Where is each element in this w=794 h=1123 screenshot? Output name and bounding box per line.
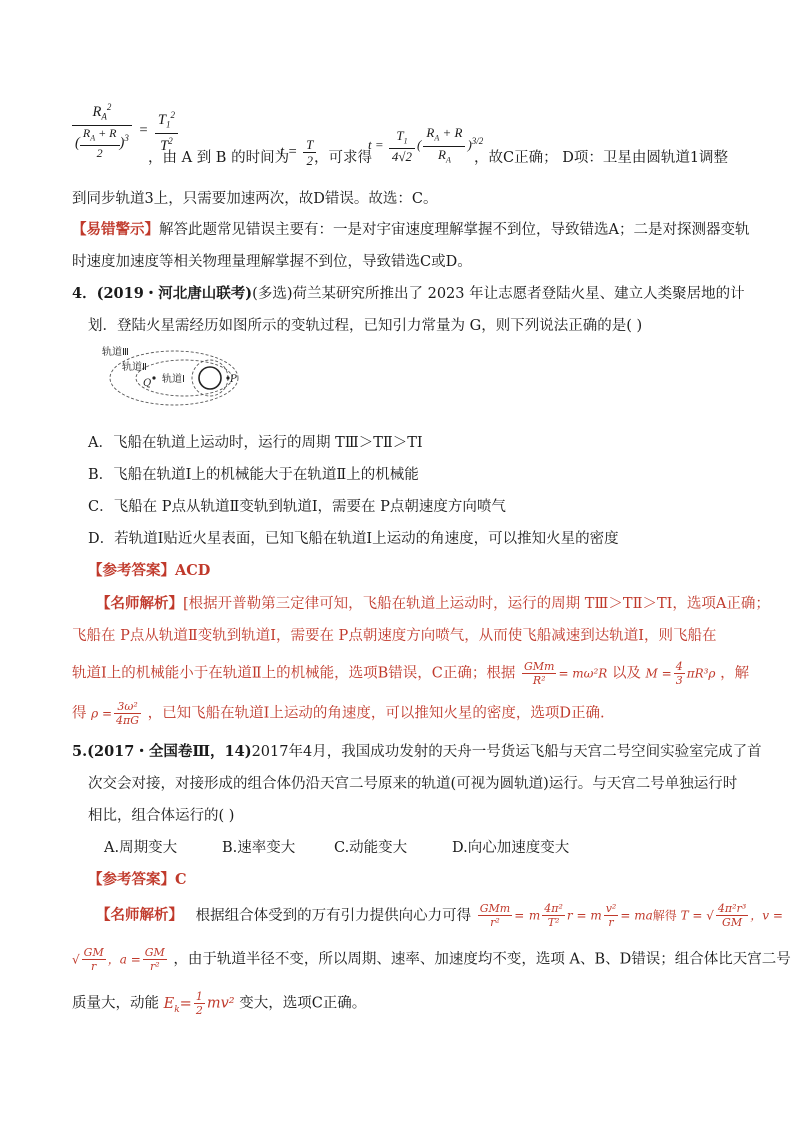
q5-line-3: 相比，组合体运行的( )	[88, 808, 235, 824]
top-line-1	[148, 146, 289, 167]
q5-analysis-tag: 【名师解析】	[96, 906, 183, 924]
q4-analysis-text-3a: 轨道Ⅰ上的机械能小于在轨道Ⅱ上的机械能，选项B错误，C正确；根据	[72, 665, 516, 682]
q4-analysis-text-1: [根据开普勒第三定律可知，飞船在轨道上运动时，运行的周期 TⅢ＞TⅡ＞TⅠ，选项A正确；	[183, 596, 770, 612]
q4-analysis-line-3: 轨道Ⅰ上的机械能小于在轨道Ⅱ上的机械能，选项B错误，C正确；根据 GMm R² = mω²R 以及 M = $\frac{4}{3}$ πR³ρ ，解	[72, 660, 750, 687]
q5-option-a: A.周期变大	[104, 840, 178, 856]
q4-density-formula: $\frac{\text{3ω²}}{4\pi G}$	[116, 700, 140, 727]
top-formula: $R_A^2$ ( $\frac{R_A + R}{2}$ )$^3$ = $\frac{T_1^2}{T^2}$	[70, 100, 180, 161]
q4-line-1	[72, 282, 745, 303]
q4-answer-tag: 【参考答案】	[88, 562, 175, 579]
label-orbit-2: 轨道Ⅱ	[122, 362, 147, 373]
t-result-formula: t = $\frac{T_1}{4√2}$ ( $\frac{R_A + R}{R_A}$ )$^{3/2}$	[368, 125, 484, 165]
q5-v-fraction: $\frac{GM}{r}$	[83, 946, 104, 973]
q4-analysis-line-1	[96, 592, 770, 613]
q5-t-fraction: $\frac{\text{4π²r³}}{GM}$	[717, 902, 747, 929]
q5-option-b: B.速率变大	[222, 840, 296, 856]
ratio-fraction: $R_A^2$ ( $\frac{R_A + R}{2}$ )$^3$	[72, 100, 132, 161]
q5-option-d: D.向心加速度变大	[452, 840, 570, 856]
q4-line-2: 划．登陆火星需经历如图所示的变轨过程，已知引力常量为 G，则下列说法正确的是( )	[88, 318, 643, 334]
q5-period-fraction: $\frac{\text{4π²}}{\text{T²}}$	[544, 902, 563, 929]
q4-analysis-line-2: 飞船在 P点从轨道Ⅱ变轨到轨道Ⅰ，需要在 P点朝速度方向喷气，从而使飞船减速到达轨道Ⅰ，则飞船在	[72, 628, 717, 644]
q4-option-b: B．飞船在轨道Ⅰ上的机械能大于在轨道Ⅱ上的机械能	[88, 467, 419, 483]
warning-line-1	[72, 218, 749, 239]
q4-answer: ACD	[175, 562, 211, 579]
q4-text-1: (多选)荷兰某研究所推出了 2023 年让志愿者登陆火星、建立人类聚居地的计	[252, 286, 745, 302]
q5-line-1	[72, 740, 762, 761]
can-get-text: ，可求得	[314, 150, 372, 166]
q5-source: (2017・全国卷Ⅲ，14)	[87, 743, 252, 760]
q5-number: 5.	[72, 743, 88, 760]
point-q-dot	[152, 376, 155, 379]
q4-analysis-text-3c: 以及	[611, 665, 641, 682]
q4-mass-formula: $\frac{4}{3}$	[675, 660, 683, 687]
q4-analysis-tag: 【名师解析】	[96, 595, 183, 612]
warning-tag: 【易错警示】	[72, 221, 159, 238]
q5-answer-line	[88, 868, 187, 889]
label-p: P	[230, 374, 237, 385]
q4-source: (2019・河北唐山联考)	[96, 285, 253, 302]
q4-number: 4．	[72, 285, 97, 302]
q5-line-2: 次交会对接，对接形成的组合体仍沿天宫二号原来的轨道(可视为圆轨道)运行。与天宫二号单独运行时	[88, 776, 738, 792]
label-orbit-1: 轨道Ⅰ	[162, 374, 185, 385]
q4-option-d: D．若轨道Ⅰ贴近火星表面，已知飞船在轨道Ⅰ上运动的角速度，可以推知火星的密度	[88, 531, 619, 547]
q5-analysis-text-2: ，由于轨道半径不变，所以周期、速率、加速度均不变，选项 A、B、D错误；组合体比天宫二号	[173, 951, 791, 968]
q5-kinetic-fraction: $\frac{1}{2}$	[195, 990, 203, 1017]
label-q: Q	[143, 378, 152, 389]
q4-answer-line	[88, 559, 210, 580]
q4-gravity-formula: GMm R²	[523, 660, 555, 687]
q4-option-a: A．飞船在轨道上运动时，运行的周期 TⅢ＞TⅡ＞TⅠ	[88, 435, 423, 451]
t-equals-half-period: t = $\frac{T}{2}$	[280, 137, 318, 168]
top-tail-text: ，故C正确； D项：卫星由圆轨道1调整	[474, 150, 729, 166]
q4-analysis-text-4a: 得	[72, 705, 87, 722]
orbit-diagram	[96, 344, 246, 406]
q4-option-c: C．飞船在 P点从轨道Ⅱ变轨到轨道Ⅰ，需要在 P点朝速度方向喷气	[88, 499, 506, 515]
q5-option-c: C.动能变大	[334, 840, 408, 856]
label-orbit-3: 轨道Ⅲ	[102, 347, 129, 358]
warning-text-1: 解答此题常见错误主要有：一是对宇宙速度理解掌握不到位，导致错选A；二是对探测器变轨	[159, 222, 750, 238]
top-line-2: 到同步轨道3上，只需要加速两次，故D错误。故选：C。	[72, 191, 438, 207]
q5-analysis-line-1: 【名师解析】 根据组合体受到的万有引力提供向心力可得 GMm r² = m $\frac{\text{4π²}}{\text{T²}}$ r = m $\frac{\text{v²}}{r}$ = ma解得 T = √ $\frac{\text{4π²r³}}{GM}$ ，v =	[96, 902, 783, 929]
q5-answer: C	[175, 871, 187, 888]
from-a-to-b-text: ，由 A 到 B 的时间为	[148, 150, 290, 166]
q5-analysis-line-2: √ $\frac{GM}{r}$ ，a = $\frac{GM}{\text{r²}}$ ，由于轨道半径不变，所以周期、速率、加速度均不变，选项 A、B、D错误；组合体比天宫二号	[72, 946, 791, 973]
period-fraction: $\frac{T_1^2}{T^2}$	[155, 108, 178, 154]
q4-analysis-text-4c: ，已知飞船在轨道Ⅰ上运动的角速度，可以推知火星的密度，选项D正确.	[147, 705, 605, 722]
q5-analysis-text-1: 根据组合体受到的万有引力提供向心力可得	[195, 907, 472, 924]
q5-velocity-fraction: $\frac{\text{v²}}{r}$	[605, 902, 617, 929]
mars-planet	[199, 367, 221, 389]
q5-gravity-fraction: GMm r²	[479, 902, 511, 929]
q4-analysis-line-4: 得 ρ = $\frac{\text{3ω²}}{4\pi G}$ ，已知飞船在轨道Ⅰ上运动的角速度，可以推知火星的密度，选项D正确.	[72, 700, 605, 727]
q5-answer-tag: 【参考答案】	[88, 871, 175, 888]
q5-text-1: 2017年4月，我国成功发射的天舟一号货运飞船与天宫二号空间实验室完成了首	[251, 744, 762, 760]
q5-a-fraction: $\frac{GM}{\text{r²}}$	[144, 946, 165, 973]
q5-analysis-line-3: 质量大，动能 $E_k=$ $\frac{1}{2}$ mv² 变大，选项C正确。	[72, 990, 367, 1017]
warning-line-2: 时速度加速度等相关物理量理解掌握不到位，导致错选C或D。	[72, 254, 472, 270]
q4-analysis-text-3e: ，解	[720, 665, 750, 682]
